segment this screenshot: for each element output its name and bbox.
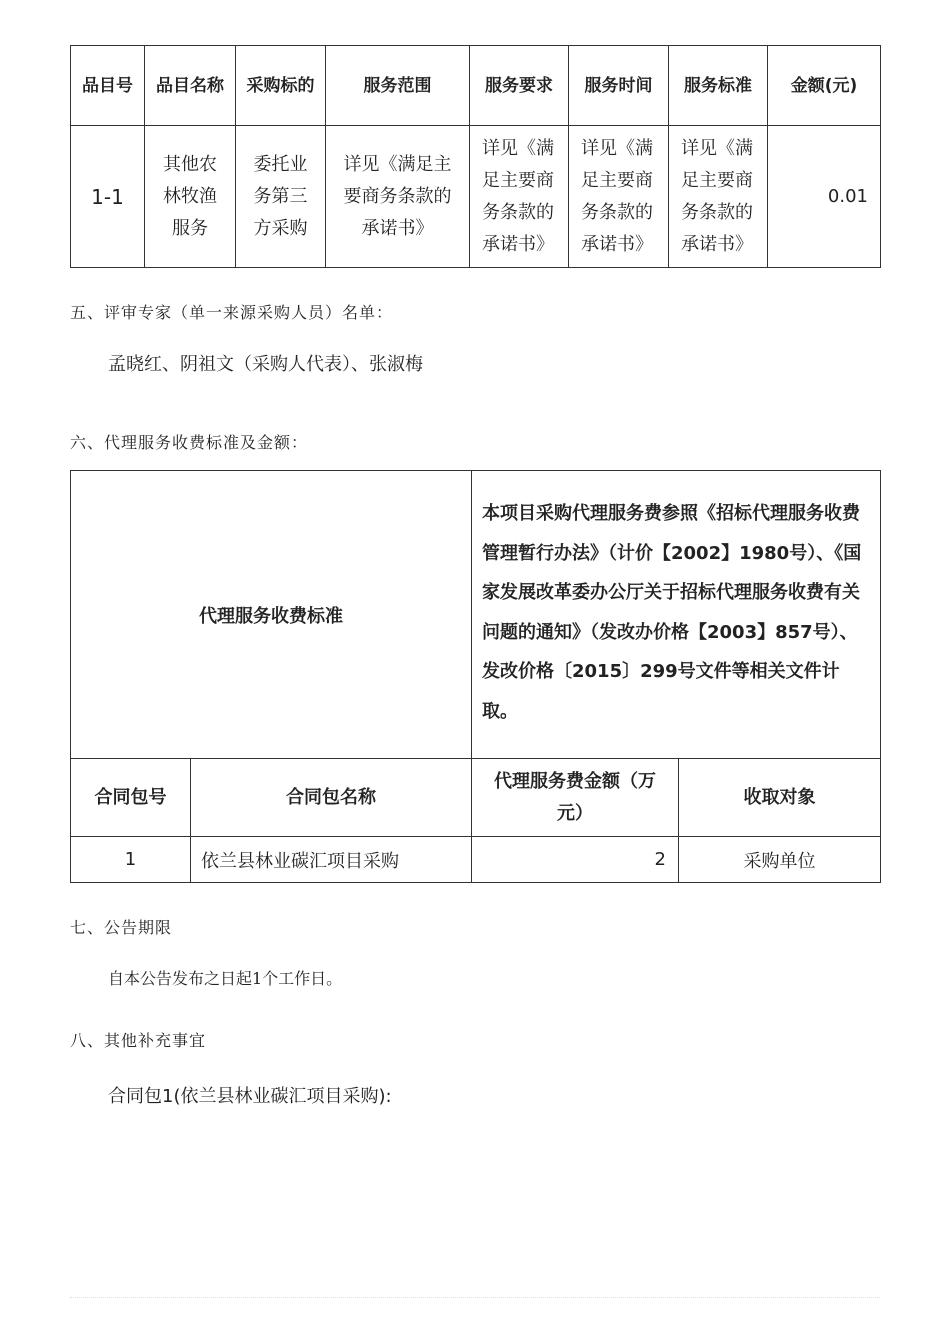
cell-subject: 委托业务第三方采购 [236, 126, 326, 268]
section5-title: 五、评审专家（单一来源采购人员）名单： [70, 303, 394, 322]
header-item-name: 品目名称 [145, 46, 236, 126]
section8-content: 合同包1(依兰县林业碳汇项目采购): [108, 1086, 392, 1107]
section7-title: 七、公告期限 [70, 918, 173, 937]
header-amount: 金额(元) [768, 46, 881, 126]
fee-cell-amount: 2 [472, 837, 679, 883]
section7-content: 自本公告发布之日起1个工作日。 [108, 969, 343, 988]
header-subject: 采购标的 [236, 46, 326, 126]
fee-table [70, 470, 881, 883]
header-standard: 服务标准 [669, 46, 768, 126]
items-table [70, 45, 881, 268]
footer-divider [70, 1297, 880, 1298]
cell-requirement: 详见《满足主要商务条款的承诺书》 [470, 126, 569, 268]
cell-item-name: 其他农林牧渔服务 [145, 126, 236, 268]
section6-title: 六、代理服务收费标准及金额： [70, 433, 309, 452]
table-row [71, 126, 881, 268]
fee-header-package-name: 合同包名称 [191, 759, 472, 837]
items-header-row [71, 46, 881, 126]
header-item-no: 品目号 [71, 46, 145, 126]
fee-standard-label: 代理服务收费标准 [71, 471, 472, 759]
header-requirement: 服务要求 [470, 46, 569, 126]
cell-time: 详见《满足主要商务条款的承诺书》 [569, 126, 669, 268]
cell-item-no: 1-1 [71, 126, 145, 268]
cell-scope: 详见《满足主要商务条款的承诺书》 [326, 126, 470, 268]
fee-header-row [71, 759, 881, 837]
fee-standard-row [71, 471, 881, 759]
header-time: 服务时间 [569, 46, 669, 126]
fee-cell-package-name: 依兰县林业碳汇项目采购 [191, 837, 472, 883]
fee-header-package-no: 合同包号 [71, 759, 191, 837]
cell-amount: 0.01 [768, 126, 881, 268]
fee-header-amount: 代理服务费金额（万元） [472, 759, 679, 837]
section5-content: 孟晓红、阴祖文（采购人代表）、张淑梅 [108, 354, 423, 375]
fee-cell-package-no: 1 [71, 837, 191, 883]
cell-standard: 详见《满足主要商务条款的承诺书》 [669, 126, 768, 268]
fee-standard-text: 本项目采购代理服务费参照《招标代理服务收费管理暂行办法》（计价【2002】1980号）、《国家发展改革委办公厅关于招标代理服务收费有关问题的通知》（发改办价格【2003】857号）、发改价格〔2015〕299号文件等相关文件计取。 [472, 471, 881, 759]
section8-title: 八、其他补充事宜 [70, 1031, 207, 1050]
fee-cell-payer: 采购单位 [679, 837, 881, 883]
fee-header-payer: 收取对象 [679, 759, 881, 837]
header-scope: 服务范围 [326, 46, 470, 126]
table-row [71, 837, 881, 883]
